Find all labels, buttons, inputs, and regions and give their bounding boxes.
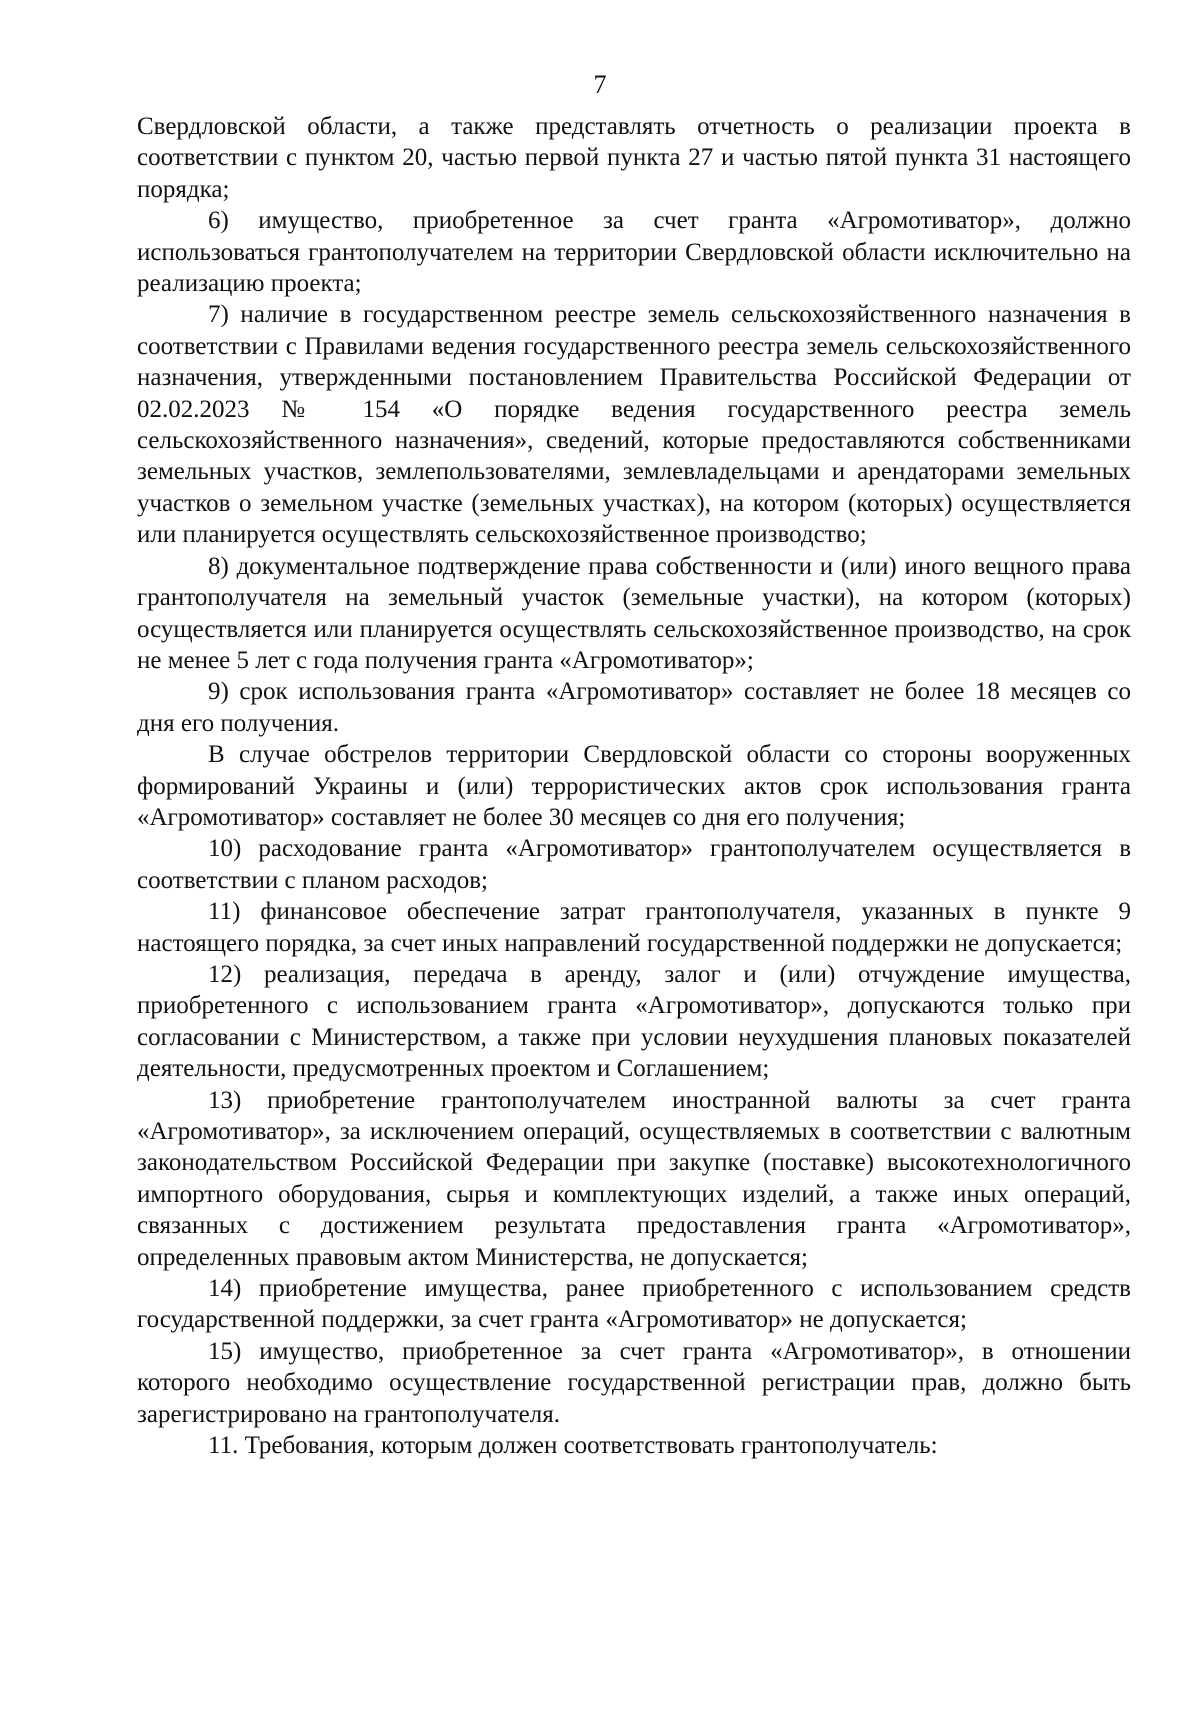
paragraph-item-14: 14) приобретение имущества, ранее приобретенного с использованием средств государственной поддержки, за счет гранта «Агромотиватор» не допускается; — [137, 1275, 1131, 1334]
paragraph-item-12: 12) реализация, передача в аренду, залог и (или) отчуждение имущества, приобретенного с использованием гранта «Агромотиватор», допускаются только при согласовании с Министерством, а также при условии неухудшения плановых показателей деятельности, предусмотренных проектом и Соглашением; — [137, 960, 1131, 1083]
paragraph-item-9: 9) срок использования гранта «Агромотиватор» составляет не более 18 месяцев со дня его получения. — [137, 678, 1131, 737]
paragraph-item-7: 7) наличие в государственном реестре земель сельскохозяйственного назначения в соответствии с Правилами ведения государственного реестра земель сельскохозяйственного назначения, утвержденными постановлением Правительства Российской Федерации от 02.02.2023 № 154 «О порядке ведения государственного реестра земель сельскохозяйственного назначения», сведений, которые предоставляются собственниками земельных участков, землепользователями, землевладельцами и арендаторами земельных участков о земельном участке (земельных участках), на котором (которых) осуществляется или планируется осуществлять сельскохозяйственное производство; — [137, 301, 1131, 549]
page-number: 7 — [593, 70, 607, 99]
paragraph-item-11: 11) финансовое обеспечение затрат грантополучателя, указанных в пункте 9 настоящего порядка, за счет иных направлений государственной поддержки не допускается; — [137, 898, 1131, 957]
paragraph-item-6: 6) имущество, приобретенное за счет гранта «Агромотиватор», должно использоваться грантополучателем на территории Свердловской области исключительно на реализацию проекта; — [137, 207, 1131, 298]
paragraph-section-11: 11. Требования, которым должен соответствовать грантополучатель: — [208, 1432, 938, 1460]
paragraph-continuation: Свердловской области, а также представлять отчетность о реализации проекта в соответствии с пунктом 20, частью первой пункта 27 и частью пятой пункта 31 настоящего порядка; — [137, 113, 1131, 203]
paragraph-item-13: 13) приобретение грантополучателем иностранной валюты за счет гранта «Агромотиватор», за исключением операций, осуществляемых в соответствии с валютным законодательством Российской Федерации при закупке (поставке) высокотехнологичного импортного оборудования, сырья и комплектующих изделий, а также иных операций, связанных с достижением результата предоставления гранта «Агромотиватор», определенных правовым актом Министерства, не допускается; — [137, 1086, 1131, 1271]
paragraph-item-9-exception: В случае обстрелов территории Свердловской области со стороны вооруженных формирований Украины и (или) террористических актов срок использования гранта «Агромотиватор» составляет не более 30 месяцев со дня его получения; — [137, 741, 1131, 831]
document-body — [137, 111, 1131, 1461]
paragraph-item-8: 8) документальное подтверждение права собственности и (или) иного вещного права грантополучателя на земельный участок (земельные участки), на котором (которых) осуществляется или планируется осуществлять сельскохозяйственное производство, на срок не менее 5 лет с года получения гранта «Агромотиватор»; — [137, 552, 1131, 674]
paragraph-item-10: 10) расходование гранта «Агромотиватор» грантополучателем осуществляется в соответствии с планом расходов; — [137, 835, 1131, 894]
paragraph-item-15: 15) имущество, приобретенное за счет гранта «Агромотиватор», в отношении которого необходимо осуществление государственной регистрации прав, должно быть зарегистрировано на грантополучателя. — [137, 1337, 1131, 1428]
